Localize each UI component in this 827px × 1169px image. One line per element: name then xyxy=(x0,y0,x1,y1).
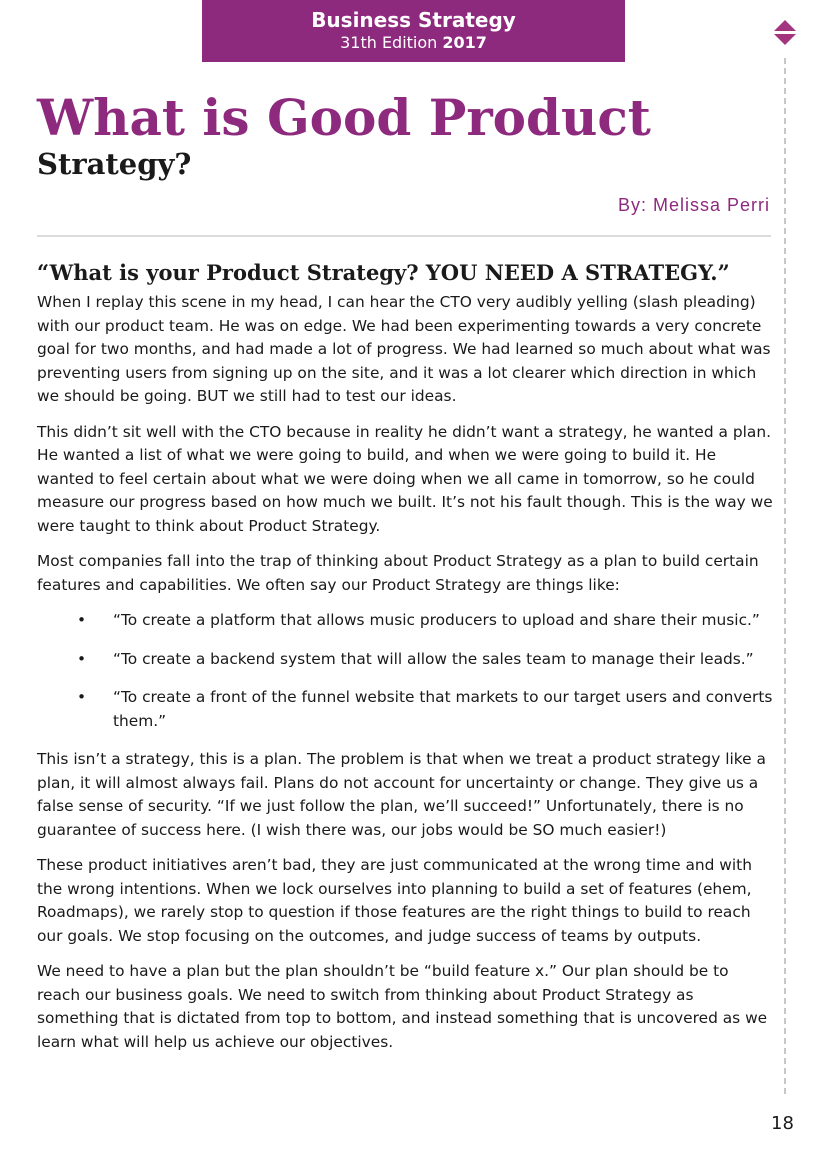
triangle-down-icon[interactable] xyxy=(774,34,796,45)
bullet-dot: • xyxy=(77,611,87,629)
paragraph: This isn’t a strategy, this is a plan. The problem is that when we treat a product strategy like a plan, it will almost always fail. Plans do not account for uncertainty or change. They give us a false sense of security. “If we just follow the plan, we’ll succeed!” Unfortunately, there is no guarantee of success here. (I wish there was, our jobs would be SO much easier!) xyxy=(37,750,766,839)
list-item xyxy=(37,686,773,733)
banner-edition xyxy=(202,32,625,54)
side-dashed-rule xyxy=(784,58,786,1094)
banner-year: 2017 xyxy=(442,33,487,52)
list-item xyxy=(37,648,773,672)
article-byline: By: Melissa Perri xyxy=(617,195,770,215)
banner-title: Business Strategy xyxy=(311,8,516,32)
paragraph: This didn’t sit well with the CTO because in reality he didn’t want a strategy, he wanted a plan. He wanted a list of what we were going to build, and when we were going to build it. He wanted to feel certain about what we were doing when we all came in tomorrow, so he could measure our progress based on how much we built. It’s not his fault though. This is the way we were taught to think about Product Strategy. xyxy=(37,422,773,535)
banner-edition-label: 31th Edition xyxy=(340,33,438,52)
paragraph: These product initiatives aren’t bad, they are just communicated at the wrong time and with the wrong intentions. When we lock ourselves into planning to build a set of features (ehem, Roadmaps), we rarely stop to question if those features are the right things to build to reach our goals. We stop focusing on the outcomes, and judge success of teams by outputs. xyxy=(37,856,752,945)
title-divider xyxy=(37,235,771,237)
bullet-dot: • xyxy=(77,688,87,706)
pull-quote: “What is your Product Strategy? YOU NEED A STRATEGY.” xyxy=(37,260,730,285)
page-number: 18 xyxy=(771,1113,794,1134)
paragraph: Most companies fall into the trap of thinking about Product Strategy as a plan to build certain features and capabilities. We often say our Product Strategy are things like: xyxy=(37,552,759,594)
paragraph: We need to have a plan but the plan shouldn’t be “build feature x.” Our plan should be to reach our business goals. We need to switch from thinking about Product Strategy as something that is dictated from top to bottom, and instead something that is uncovered as we learn what will help us achieve our objectives. xyxy=(37,962,768,1051)
section-banner xyxy=(202,0,625,62)
article-body xyxy=(37,258,773,1066)
list-item-text: “To create a platform that allows music producers to upload and share their music.” xyxy=(113,611,760,629)
paragraph: When I replay this scene in my head, I can hear the CTO very audibly yelling (slash pleading) with our product team. He was on edge. We had been experimenting towards a very concrete goal for two months, and had made a lot of progress. We had learned so much about what was preventing users from signing up on the site, and it was a lot clearer which direction in which we should be going. BUT we still had to test our ideas. xyxy=(37,293,771,405)
page-nav[interactable] xyxy=(774,20,796,46)
bullet-list xyxy=(37,609,773,733)
list-item-text: “To create a backend system that will allow the sales team to manage their leads.” xyxy=(113,649,754,668)
triangle-up-icon[interactable] xyxy=(774,20,796,31)
bullet-dot: • xyxy=(77,649,87,668)
list-item-text: “To create a front of the funnel website that markets to our target users and converts them.” xyxy=(113,688,773,730)
article-title: What is Good Product xyxy=(37,88,651,147)
article-subtitle: Strategy? xyxy=(37,147,192,181)
list-item xyxy=(37,609,773,633)
